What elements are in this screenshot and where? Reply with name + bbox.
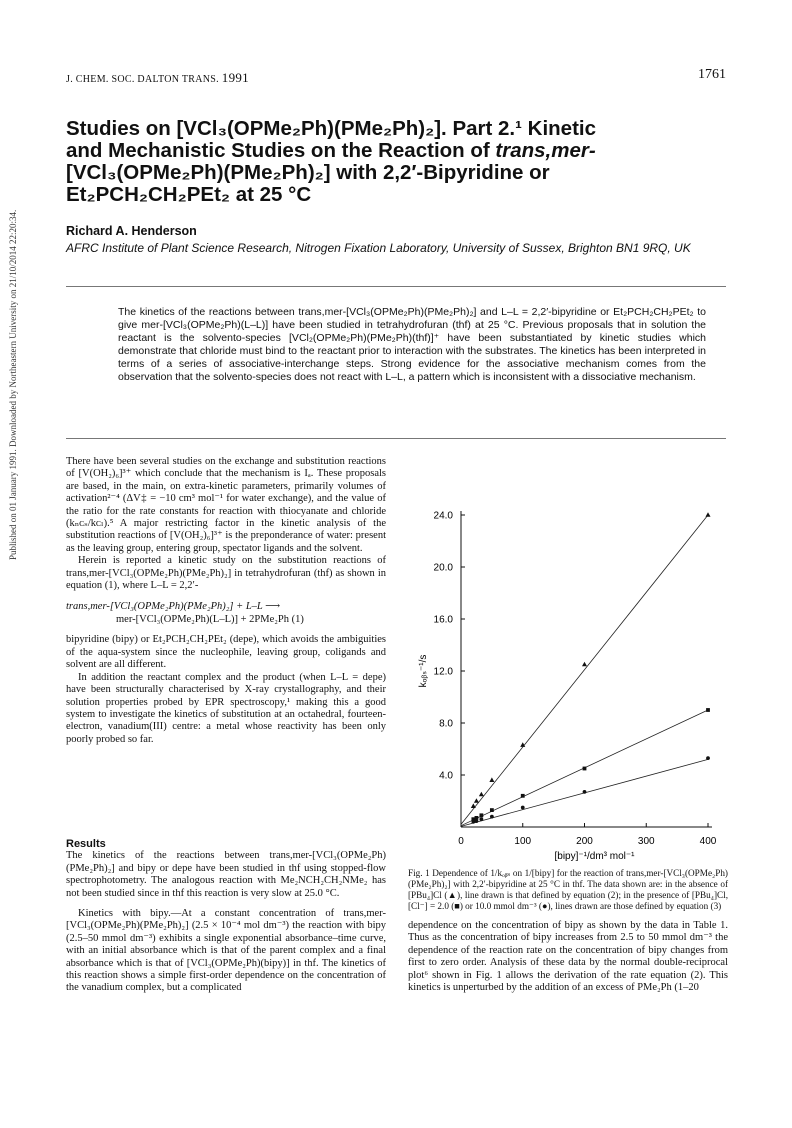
data-point-circle xyxy=(583,790,587,794)
y-tick-label: 20.0 xyxy=(433,562,453,574)
author-name: Richard A. Henderson xyxy=(66,224,197,238)
abstract: The kinetics of the reactions between trans,mer-[VCl₃(OPMe₂Ph)(PMe₂Ph)₂] and L–L = 2,2′-bipyridine or Et₂PCH₂CH₂PEt₂ to give mer-[VCl₃(OPMe₂Ph)(L–L)] have been studied in tetrahydrofuran (thf) at 25 °C. Previous proposals that in solution the reactant is the solvento-species [VCl₂(OPMe₂Ph)(PMe₂Ph)(thf)]⁺ have been substantiated by kinetic studies which demonstrate that chloride must bind to the reactant prior to interaction with the substrates. The kinetics has been interpreted in terms of a series of associative-interchange steps. Strong evidence for the associative mechanism comes from the observation that the solvento-species does not react with L–L, a pattern which is inconsistent with a dissociative mechanism. xyxy=(118,306,706,383)
data-point-triangle xyxy=(471,803,476,808)
title-line-2-italic: trans,mer- xyxy=(495,139,596,162)
data-point-square xyxy=(479,813,483,817)
data-point-triangle xyxy=(479,792,484,797)
journal-year: 1991 xyxy=(221,70,249,85)
data-point-square xyxy=(490,808,494,812)
data-point-circle xyxy=(706,756,710,760)
title-line-2 xyxy=(66,140,746,162)
equation-line-2: mer-[VCl₃(OPMe₂Ph)(L–L)] + 2PMe₂Ph (1) xyxy=(116,614,304,626)
paragraph-dependence: dependence on the concentration of bipy as shown by the data in Table 1. Thus as the concentration of bipy increases from 2.5 to 50 mmol dm⁻³ the dependence of the reaction rate on the concentration of bipy changes from first to zero order. Analysis of these data by the normal double-reciprocal plot⁶ shown in Fig. 1 allows the derivation of the rate equation (2). This kinetics is unperturbed by the addition of an excess of PMe₂Ph (1–20 xyxy=(408,920,728,994)
author-affiliation: AFRC Institute of Plant Science Research, Nitrogen Fixation Laboratory, University of Sussex, Brighton BN1 9RQ, UK xyxy=(66,241,691,255)
paragraph-herein: Herein is reported a kinetic study on the substitution reactions of trans,mer-[VCl₃(OPMe₂Ph)(PMe₂Ph)₂] in tetrahydrofuran (thf) as shown in equation (1), where L–L = 2,2′- xyxy=(66,555,386,592)
x-tick-label: 400 xyxy=(699,836,717,847)
left-column-results xyxy=(66,838,386,995)
figure-1-chart xyxy=(408,505,728,865)
y-tick-label: 4.0 xyxy=(439,770,453,782)
right-column-text xyxy=(408,920,728,994)
journal-name: J. CHEM. SOC. DALTON TRANS. xyxy=(66,74,219,85)
data-point-square xyxy=(475,816,479,820)
abstract-divider xyxy=(66,438,726,439)
x-tick-label: 0 xyxy=(458,836,464,847)
equation-line-1: trans,mer-[VCl₃(OPMe₂Ph)(PMe₂Ph)₂] + L–L ⟶ xyxy=(66,601,281,613)
y-tick-label: 8.0 xyxy=(439,718,453,730)
y-tick-label: 24.0 xyxy=(433,510,453,522)
fit-line-1 xyxy=(461,515,708,824)
equation-1 xyxy=(66,600,386,626)
y-tick-label: 16.0 xyxy=(433,614,453,626)
data-point-triangle xyxy=(489,777,494,782)
paragraph-structure: In addition the reactant complex and the product (when L–L = depe) have been structurally characterised by X-ray crystallography, and their solution properties probed by EPR spectroscopy,¹ making this a good system to investigate the kinetics of substitution at an octahedral, fourteen-electron, vanadium(III) centre: a metal whose reactivity has been only poorly probed so far. xyxy=(66,671,386,745)
title-line-3: [VCl₃(OPMe₂Ph)(PMe₂Ph)₂] with 2,2′-Bipyridine or xyxy=(66,161,550,184)
title-line-2-text: and Mechanistic Studies on the Reaction of xyxy=(66,139,496,162)
paragraph-intro: There have been several studies on the exchange and substitution reactions of [V(OH₂)₆]³⁺ which conclude that the mechanism is Iₐ. These proposals are based, in the main, on extra-kinetic parameters, primarily volumes of activation²⁻⁴ (ΔV‡ = −10 cm³ mol⁻¹ for water exchange), and the value of the ratio for the rate constants for reaction with thiocyanate and chloride (kₙᴄₛ/kᴄₗ).⁵ A major restricting factor in the kinetic analysis of the substitution reactions of [V(OH₂)₆]³⁺ is the preponderance of water: present as the leaving group, entering group, spectator ligands and the solvent. xyxy=(66,456,386,554)
running-head xyxy=(66,70,249,86)
data-point-circle xyxy=(475,819,479,823)
x-tick-label: 100 xyxy=(514,836,532,847)
x-axis-label: [bipy]⁻¹/dm³ mol⁻¹ xyxy=(554,851,635,862)
y-axis-label: kₒᵦₛ⁻¹/s xyxy=(418,654,429,688)
x-tick-label: 300 xyxy=(637,836,655,847)
y-tick-label: 12.0 xyxy=(433,666,453,678)
download-notice: Published on 01 January 1991. Downloaded by Northeastern University on 21/10/2014 22:20:34. xyxy=(8,209,18,560)
data-point-square xyxy=(583,767,587,771)
paragraph-results: The kinetics of the reactions between trans,mer-[VCl₃(OPMe₂Ph)(PMe₂Ph)₂] and bipy or depe have been studied in thf using stopped-flow spectrophotometry. The analogous reaction with Me₂NCH₂CH₂NMe₂ has not been studied since in thf this reaction is very slow at 25.0 °C. xyxy=(66,850,386,899)
results-heading: Results xyxy=(66,838,106,850)
data-point-triangle xyxy=(582,662,587,667)
data-point-triangle xyxy=(474,798,479,803)
data-point-circle xyxy=(479,817,483,821)
page-number: 1761 xyxy=(698,67,726,82)
data-point-square xyxy=(521,794,525,798)
data-point-square xyxy=(706,708,710,712)
data-point-circle xyxy=(490,815,494,819)
figure-caption: Fig. 1 Dependence of 1/kₒᵦₛ on 1/[bipy] for the reaction of trans,mer-[VCl₃(OPMe₂Ph)(PMe₂Ph)₂] with 2,2′-bipyridine at 25 °C in thf. The data shown are: in the absence of [PBu₄]Cl (▲), line drawn is that defined by equation (2); in the presence of [PBu₄]Cl, [Cl⁻] = 2.0 (■) or 10.0 mmol dm⁻³ (●), lines drawn are those defined by equation (3) xyxy=(408,868,728,911)
title-line-4: Et₂PCH₂CH₂PEt₂ at 25 °C xyxy=(66,183,312,206)
x-tick-label: 200 xyxy=(576,836,593,847)
left-column xyxy=(66,456,386,746)
title-line-1: Studies on [VCl₃(OPMe₂Ph)(PMe₂Ph)₂]. Part 2.¹ Kinetic xyxy=(66,117,596,140)
data-point-triangle xyxy=(706,512,711,517)
article-title xyxy=(66,118,746,206)
top-divider xyxy=(66,286,726,287)
data-point-circle xyxy=(521,806,525,810)
paragraph-kinetics-bipy: Kinetics with bipy.—At a constant concentration of trans,mer-[VCl₃(OPMe₂Ph)(PMe₂Ph)₂] (2.5 × 10⁻⁴ mol dm⁻³) the reaction with bipy (2.5–50 mmol dm⁻³) exhibits a single exponential absorbance–time curve, with an initial absorbance which is that of the parent complex and a final absorbance which is that of [VCl₃(OPMe₂Ph)(bipy)] in thf. The kinetics of this reaction shows a simple first-order dependence on the concentration of the vanadium complex, but a complicated xyxy=(66,908,386,994)
paragraph-bipy: bipyridine (bipy) or Et₂PCH₂CH₂PEt₂ (depe), which avoids the ambiguities of the aqua-system since the nucleophile, leaving group, coligands and solvent are all different. xyxy=(66,634,386,671)
